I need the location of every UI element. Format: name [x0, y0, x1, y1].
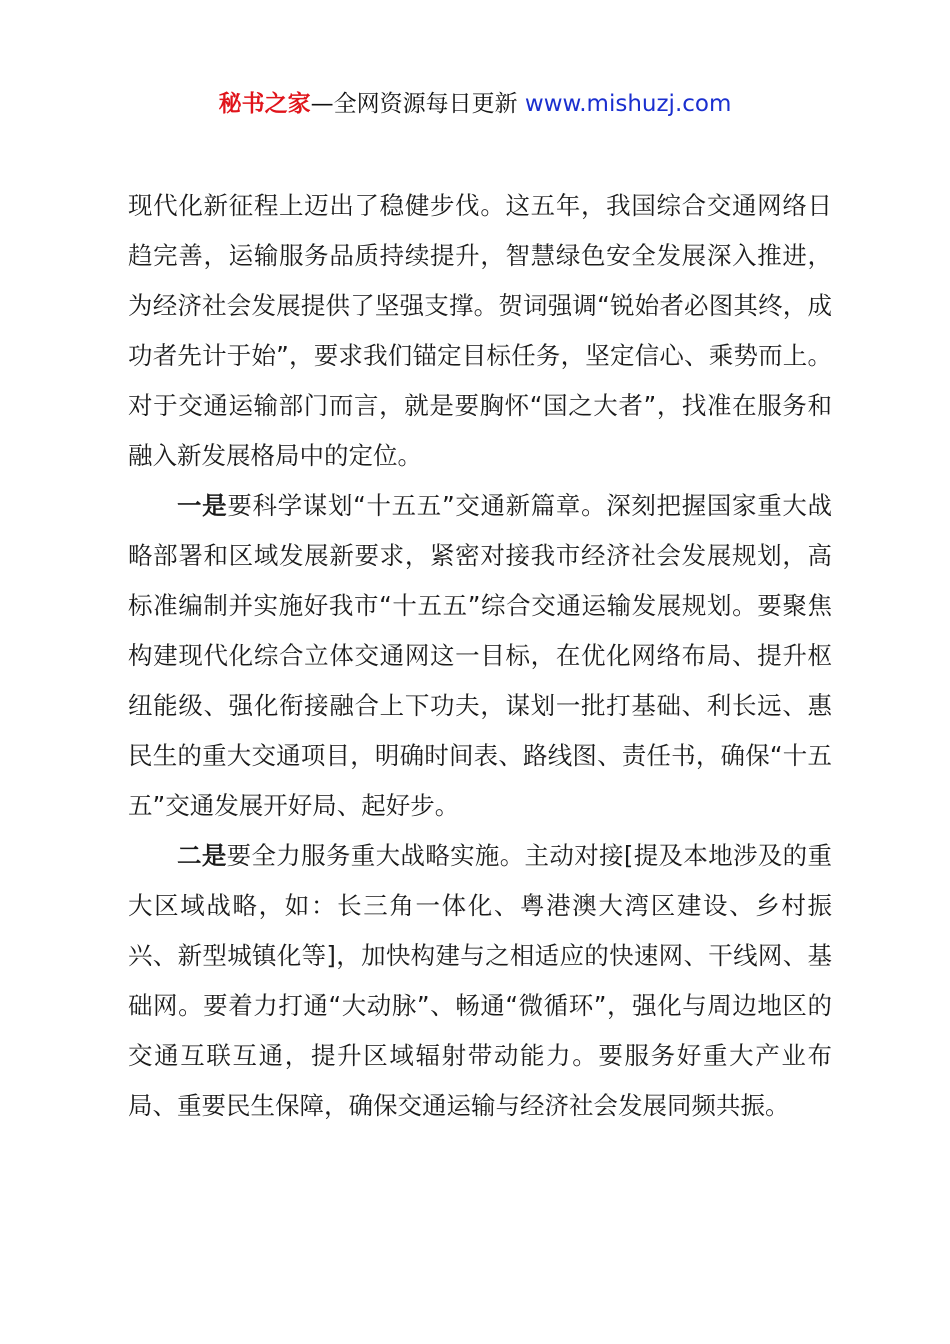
paragraph-point-one — [128, 481, 832, 831]
header-tagline: —全网资源每日更新 — [310, 91, 518, 117]
paragraph-intro — [128, 181, 832, 481]
document-body — [128, 181, 832, 1131]
paragraph-text: 要科学谋划“十五五”交通新篇章。深刻把握国家重大战略部署和区域发展新要求，紧密对接我市经济社会发展规划，高标准编制并实施好我市“十五五”综合交通运输发展规划。要聚焦构建现代化综合立体交通网这一目标，在优化网络布局、提升枢纽能级、强化衔接融合上下功夫，谋划一批打基础、利长远、惠民生的重大交通项目，明确时间表、路线图、责任书，确保“十五五”交通发展开好局、起好步。 — [128, 491, 833, 820]
paragraph-text: 要全力服务重大战略实施。主动对接[提及本地涉及的重大区域战略，如：长三角一体化、粤港澳大湾区建设、乡村振兴、新型城镇化等]，加快构建与之相适应的快速网、干线网、基础网。要着力打通“大动脉”、畅通“微循环”，强化与周边地区的交通互联互通，提升区域辐射带动能力。要服务好重大产业布局、重要民生保障，确保交通运输与经济社会发展同频共振。 — [128, 841, 833, 1120]
site-url[interactable]: www.mishuzj.com — [524, 91, 732, 117]
paragraph-point-two — [128, 831, 832, 1131]
paragraph-text: 现代化新征程上迈出了稳健步伐。这五年，我国综合交通网络日趋完善，运输服务品质持续提升，智慧绿色安全发展深入推进，为经济社会发展提供了坚强支撑。贺词强调“锐始者必图其终，成功者先计于始”，要求我们锚定目标任务，坚定信心、乘势而上。对于交通运输部门而言，就是要胸怀“国之大者”，找准在服务和融入新发展格局中的定位。 — [128, 191, 832, 470]
paragraph-lead: 一是 — [177, 491, 228, 520]
brand-name: 秘书之家 — [218, 91, 311, 117]
paragraph-lead: 二是 — [177, 841, 227, 870]
site-header — [0, 88, 950, 120]
